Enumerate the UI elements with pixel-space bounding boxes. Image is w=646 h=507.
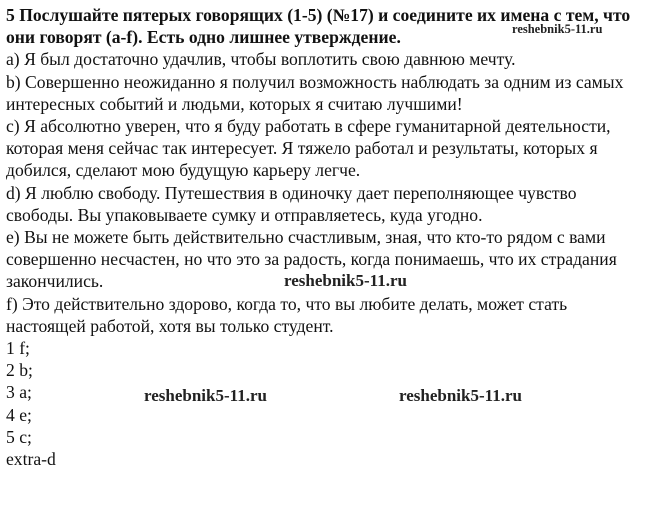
answer-5: 5 c; [6,426,32,447]
document-page [6,4,640,470]
answer-1: 1 f; [6,338,30,359]
statement-a: a) Я был достаточно удачлив, чтобы воплотить свою давнюю мечту. [6,49,516,70]
watermark-middle: reshebnik5-11.ru [284,271,407,290]
statement-e: e) Вы не можете быть действительно счастливым, зная, что кто-то рядом с вами совершенно несчастен, но что это за радость, когда понимаешь, что их страдания закончились. [6,227,617,292]
answer-extra: extra-d [6,449,56,470]
watermark-right: reshebnik5-11.ru [399,386,522,405]
watermark-top: reshebnik5-11.ru [512,22,603,36]
task-title: 5 Послушайте пятерых говорящих (1-5) (№17) и соедините их имена с тем, что они говорят (a-f). Есть одно лишнее утверждение. [6,5,631,48]
answer-2: 2 b; [6,360,33,381]
answer-3: 3 a; [6,382,32,403]
statement-d: d) Я люблю свободу. Путешествия в одиночку дает переполняющее чувство свободы. Вы упаковываете сумку и отправляетесь, куда угодно. [6,182,577,225]
statement-b: b) Совершенно неожиданно я получил возможность наблюдать за одним из самых интересных событий и людьми, которых я считаю лучшими! [6,71,624,114]
statement-c: c) Я абсолютно уверен, что я буду работать в сфере гуманитарной деятельности, которая меня сейчас так интересует. Я тяжело работал и результаты, которых я добился, сделают мою будущую карьеру легче. [6,116,611,181]
watermark-left: reshebnik5-11.ru [144,386,267,405]
answer-4: 4 e; [6,404,32,425]
statement-f: f) Это действительно здорово, когда то, что вы любите делать, может стать настоящей работой, хотя вы только студент. [6,293,568,336]
answers-list [6,337,640,470]
statements-list [6,48,640,337]
